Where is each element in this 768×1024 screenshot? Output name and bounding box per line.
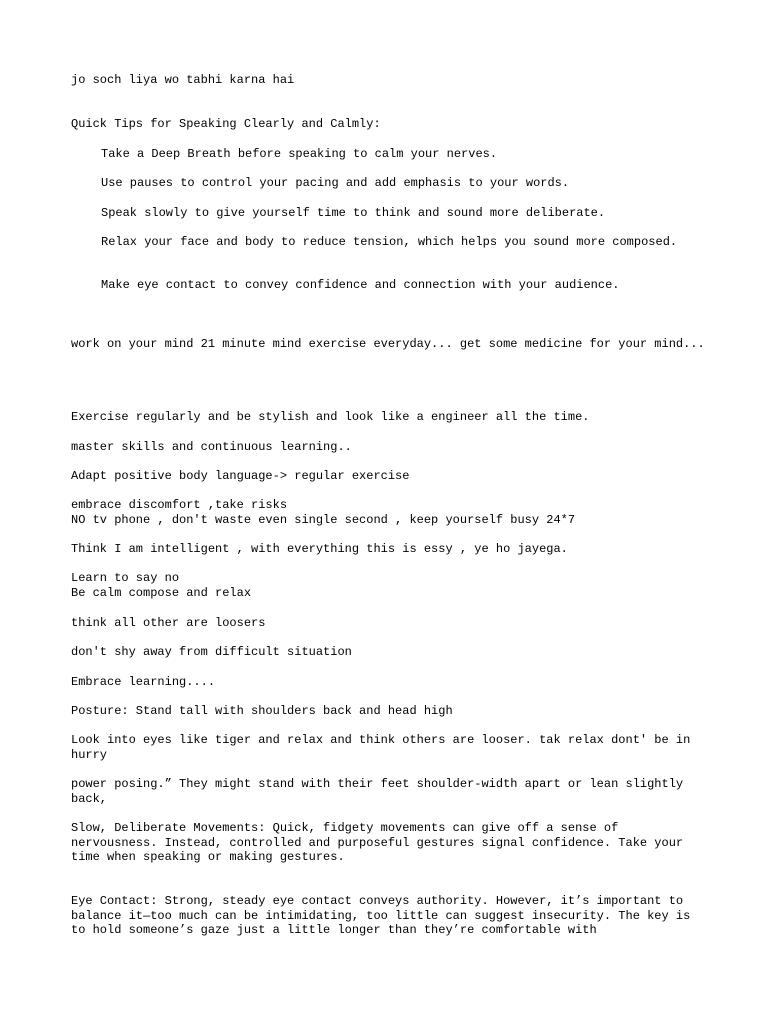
tip-item: Make eye contact to convey confidence and connection with your audience. bbox=[101, 278, 620, 292]
paragraph: Slow, Deliberate Movements: Quick, fidgety movements can give off a sense of nervousness. Instead, controlled and purposeful gestures signal confidence. Take your time when speaking or making gestures. bbox=[71, 821, 691, 865]
paragraph: don't shy away from difficult situation bbox=[71, 645, 352, 659]
paragraph: think all other are loosers bbox=[71, 616, 266, 630]
paragraph: master skills and continuous learning.. bbox=[71, 440, 352, 454]
paragraph: work on your mind 21 minute mind exercise everyday... get some medicine for your mind... bbox=[71, 337, 705, 351]
paragraph: Eye Contact: Strong, steady eye contact conveys authority. However, it’s important to balance it—too much can be intimidating, too little can suggest insecurity. The key is to hold someone’s gaze just a little longer than they’re comfortable with bbox=[71, 894, 698, 938]
tip-item: Use pauses to control your pacing and add emphasis to your words. bbox=[101, 176, 570, 190]
heading-line: jo soch liya wo tabhi karna hai bbox=[71, 73, 295, 87]
paragraph: Learn to say no Be calm compose and relax bbox=[71, 571, 252, 600]
tip-item: Speak slowly to give yourself time to think and sound more deliberate. bbox=[101, 206, 606, 220]
paragraph: embrace discomfort ,take risks NO tv phone , don't waste even single second , keep yourself busy 24*7 bbox=[71, 498, 576, 527]
paragraph: Exercise regularly and be stylish and look like a engineer all the time. bbox=[71, 410, 590, 424]
paragraph: Think I am intelligent , with everything this is essy , ye ho jayega. bbox=[71, 542, 568, 556]
tip-item: Relax your face and body to reduce tension, which helps you sound more composed. bbox=[101, 235, 678, 249]
tip-item: Take a Deep Breath before speaking to calm your nerves. bbox=[101, 147, 498, 161]
paragraph: Look into eyes like tiger and relax and think others are looser. tak relax dont' be in hurry bbox=[71, 733, 698, 762]
paragraph: Adapt positive body language-> regular exercise bbox=[71, 469, 410, 483]
paragraph: power posing.” They might stand with their feet shoulder-width apart or lean slightly back, bbox=[71, 777, 691, 806]
tips-title: Quick Tips for Speaking Clearly and Calmly: bbox=[71, 117, 381, 131]
paragraph: Posture: Stand tall with shoulders back and head high bbox=[71, 704, 453, 718]
paragraph: Embrace learning.... bbox=[71, 675, 216, 689]
